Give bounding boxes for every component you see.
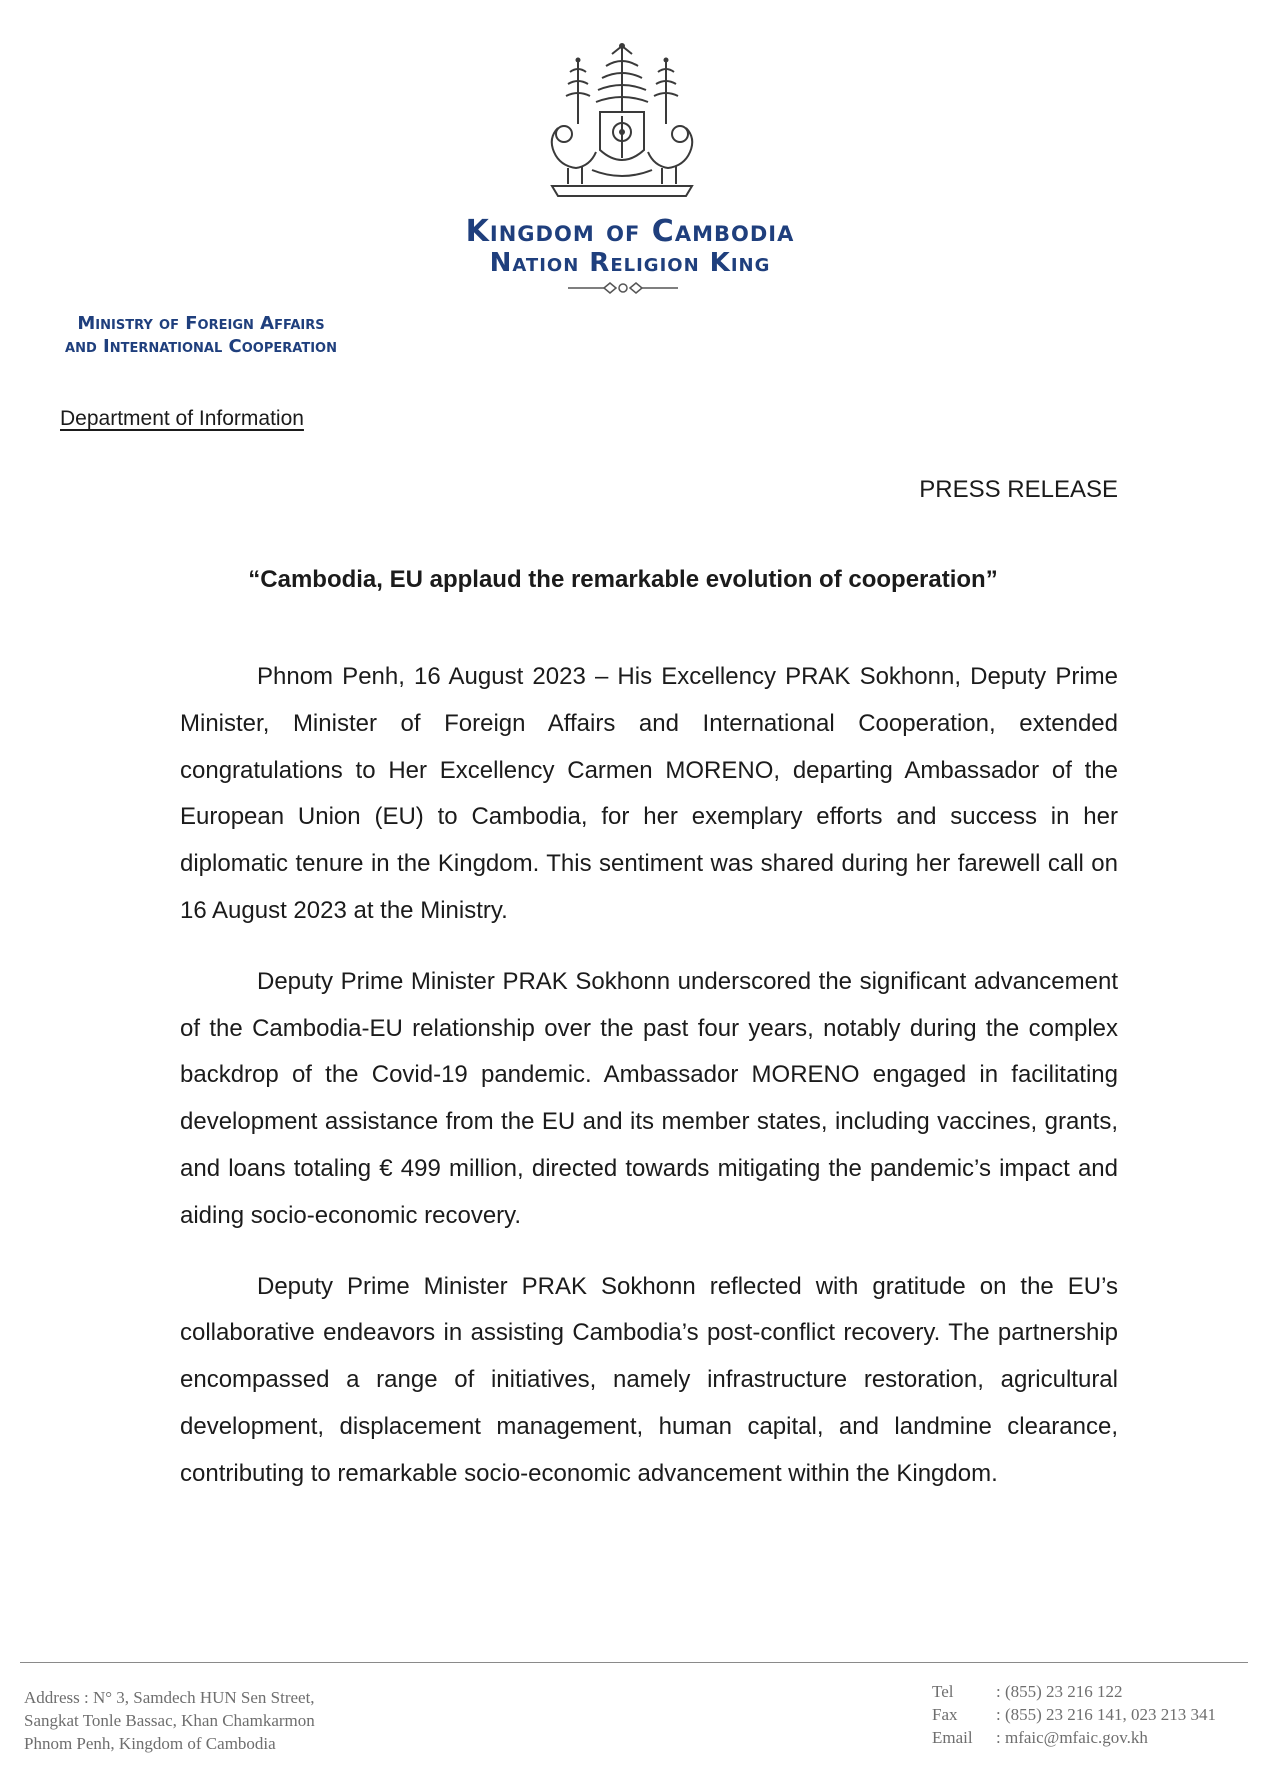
body-paragraph-3: Deputy Prime Minister PRAK Sokhonn reflected with gratitude on the EU’s collaborative endeavors in assisting Cambodia’s post-conflict recovery. The partnership encompassed a range of initiatives, namely infrastructure restoration, agricultural development, displacement management, human capital, and landmine clearance, contributing to remarkable socio-economic advancement within the Kingdom. [180, 1272, 1118, 1487]
address-line-2: Sangkat Tonle Bassac, Khan Chamkarmon [24, 1711, 315, 1730]
body-paragraph-1: Phnom Penh, 16 August 2023 – His Excellency PRAK Sokhonn, Deputy Prime Minister, Minister of Foreign Affairs and International Cooperation, extended congratulations to Her Excellency Carmen MORENO, departing Ambassador of the European Union (EU) to Cambodia, for her exemplary efforts and success in her diplomatic tenure in the Kingdom. This sentiment was shared during her farewell call on 16 August 2023 at the Ministry. [180, 663, 1118, 924]
tel-value: : (855) 23 216 122 [996, 1682, 1123, 1701]
contact-fax [932, 1703, 1216, 1726]
country-name: Kingdom of Cambodia [465, 214, 795, 249]
email-value: : mfaic@mfaic.gov.kh [996, 1728, 1148, 1747]
body-paragraph-2: Deputy Prime Minister PRAK Sokhonn underscored the significant advancement of the Cambodia-EU relationship over the past four years, notably during the complex backdrop of the Covid-19 pandemic. Ambassador MORENO engaged in facilitating development assistance from the EU and its member states, including vaccines, grants, and loans totaling € 499 million, directed towards mitigating the pandemic’s impact and aiding socio-economic recovery. [180, 967, 1118, 1229]
department-label: Department of Information [60, 407, 304, 430]
press-release-label: PRESS RELEASE [919, 476, 1118, 503]
ministry-line-2: and International Cooperation [65, 336, 337, 357]
contact-email [932, 1726, 1216, 1749]
tel-label: Tel [932, 1682, 954, 1701]
royal-arms-icon [538, 42, 706, 200]
address-line-1: Address : N° 3, Samdech HUN Sen Street, [24, 1688, 315, 1707]
ministry-line-1: Ministry of Foreign Affairs [77, 313, 325, 334]
national-motto: Nation Religion King [489, 248, 771, 278]
fax-label: Fax [932, 1705, 958, 1724]
fax-value: : (855) 23 216 141, 023 213 341 [996, 1705, 1217, 1724]
address-line-3: Phnom Penh, Kingdom of Cambodia [24, 1734, 276, 1753]
ministry-name [10, 312, 392, 358]
press-release-body [180, 654, 1118, 1522]
footer-address [24, 1686, 315, 1755]
press-release-headline: “Cambodia, EU applaud the remarkable evolution of cooperation” [248, 566, 998, 593]
footer-divider [20, 1662, 1248, 1663]
contact-tel [932, 1680, 1216, 1703]
email-label: Email [932, 1728, 973, 1747]
decorative-divider-icon [568, 279, 678, 297]
footer-contact [932, 1680, 1216, 1749]
